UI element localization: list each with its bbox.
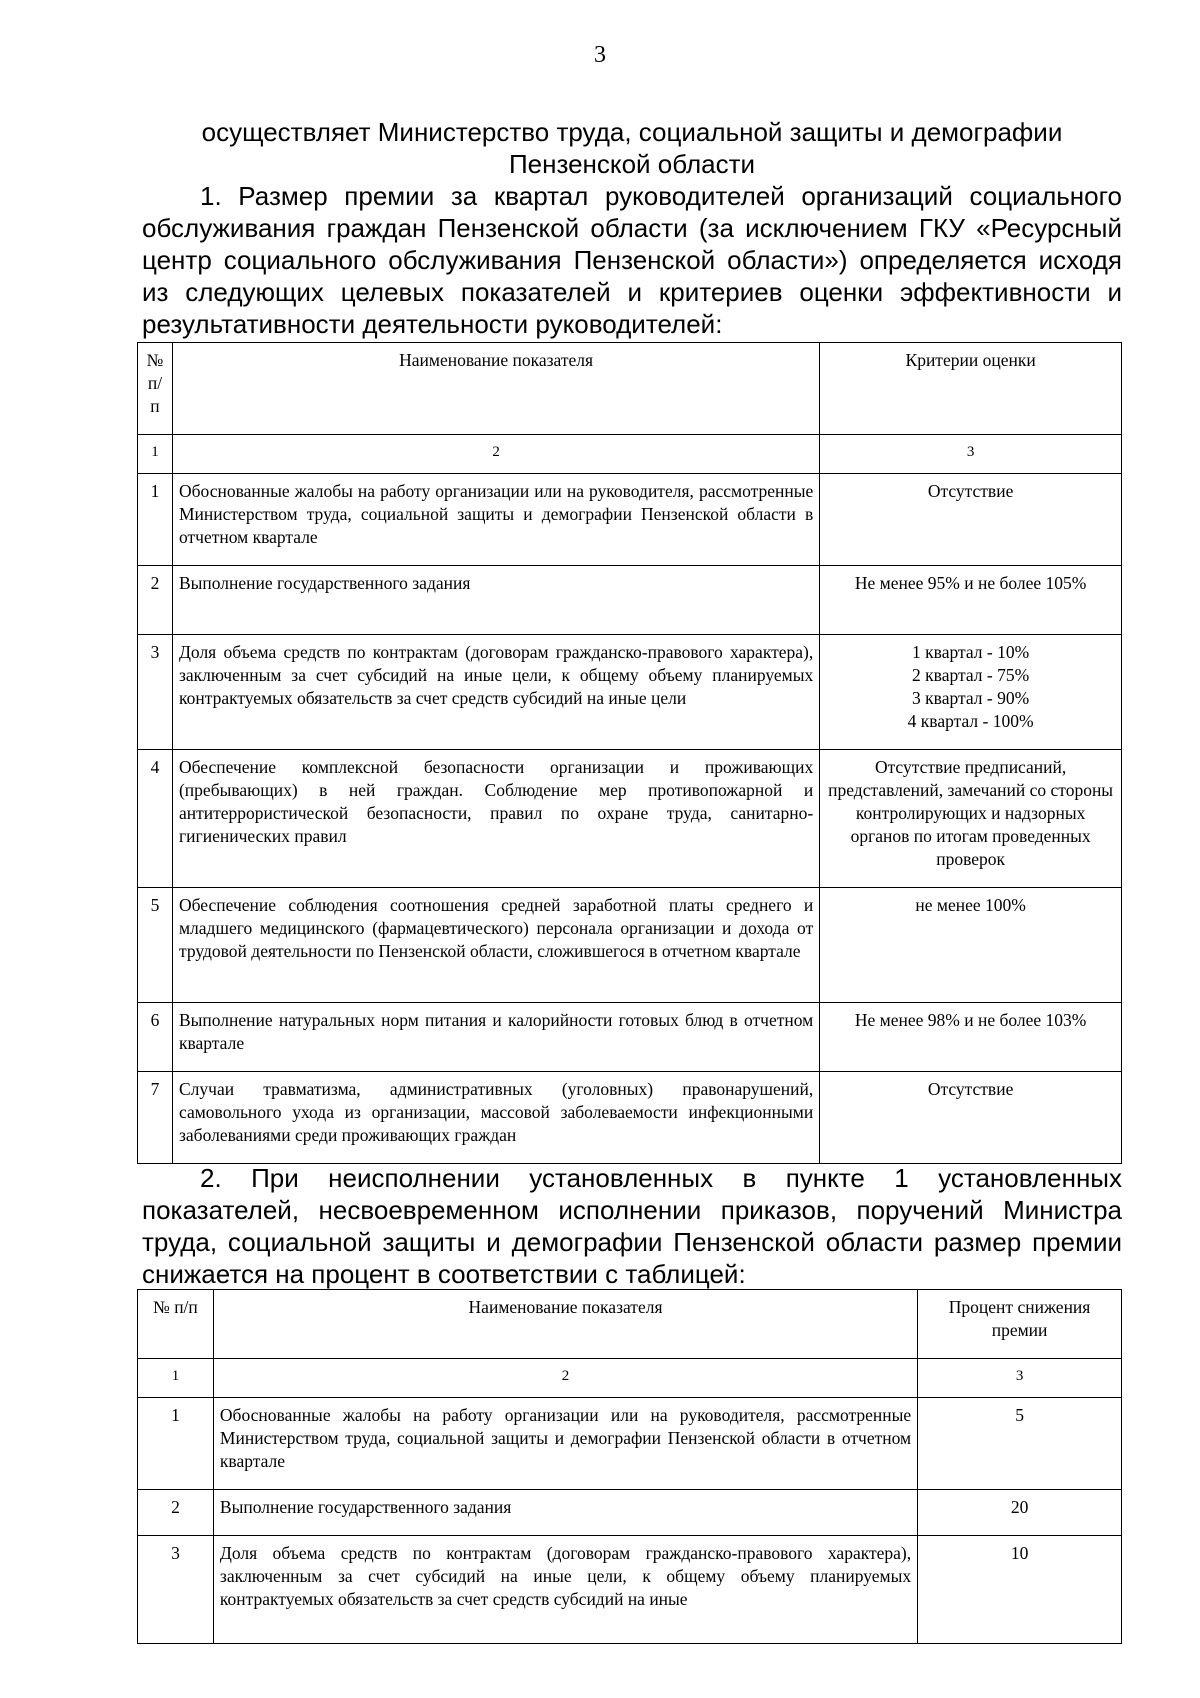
row-number: 4 [138, 750, 173, 888]
header-indicator: Наименование показателя [172, 343, 819, 435]
criteria-line: 1 квартал - 10% [912, 642, 1030, 662]
row-number: 6 [138, 1003, 173, 1072]
row-indicator: Обеспечение комплексной безопасности организации и проживающих (пребывающих) в ней граждан. Соблюдение мер противопожарной и антитеррористической безопасности, правил по охране труда, санитарно-гигиенических правил [172, 750, 819, 888]
criteria-line: 4 квартал - 100% [907, 711, 1034, 731]
table-row [138, 1398, 1122, 1490]
row-number: 1 [138, 474, 173, 566]
row-number: 5 [138, 888, 173, 1003]
row-number: 2 [138, 566, 173, 635]
num-col-2: 2 [213, 1359, 917, 1398]
row-criteria: Отсутствие [820, 474, 1122, 566]
criteria-line: 2 квартал - 75% [912, 665, 1030, 685]
paragraph-1: 1. Размер премии за квартал руководителей организаций социального обслуживания граждан Пензенской области (за исключением ГКУ «Ресурсный центр социального обслуживания Пензенской области») определяется исходя из следующих целевых показателей и критериев оценки эффективности и результативности деятельности руководителей: [142, 181, 1122, 339]
header-criteria: Критерии оценки [820, 343, 1122, 435]
row-criteria: Отсутствие предписаний, представлений, замечаний со стороны контролирующих и надзорных органов по итогам проведенных проверок [820, 750, 1122, 888]
table-row [138, 1536, 1122, 1644]
row-indicator: Доля объема средств по контрактам (договорам гражданско-правового характера), заключенным за счет субсидий на иные цели, к общему объему планируемых контрактуемых обязательств за счет средств субсидий на иные цели [172, 635, 819, 750]
row-number: 1 [138, 1398, 214, 1490]
row-percent: 10 [918, 1536, 1122, 1644]
row-criteria: Не менее 95% и не более 105% [820, 566, 1122, 635]
table-row [138, 635, 1122, 750]
paragraph-2: 2. При неисполнении установленных в пункте 1 установленных показателей, несвоевременном исполнении приказов, поручений Министра труда, социальной защиты и демографии Пензенской области размер премии снижается на процент в соответствии с таблицей: [142, 1163, 1122, 1289]
row-criteria: Не менее 98% и не более 103% [820, 1003, 1122, 1072]
reduction-table [137, 1289, 1122, 1644]
header-percent: Процент снижения премии [918, 1290, 1122, 1359]
row-indicator: Выполнение натуральных норм питания и калорийности готовых блюд в отчетном квартале [172, 1003, 819, 1072]
row-indicator: Выполнение государственного задания [213, 1490, 917, 1536]
num-col-3: 3 [918, 1359, 1122, 1398]
row-indicator: Обоснованные жалобы на работу организации или на руководителя, рассмотренные Министерством труда, социальной защиты и демографии Пензенской области в отчетном квартале [213, 1398, 917, 1490]
paragraph-2-block [142, 1162, 1122, 1290]
page-number: 3 [594, 42, 606, 68]
row-criteria [820, 635, 1122, 750]
header-number: № п/ п [138, 343, 173, 435]
heading-line-2: Пензенской области [508, 149, 756, 179]
table-row [138, 750, 1122, 888]
num-col-1: 1 [138, 1359, 214, 1398]
table-header-row [138, 343, 1122, 435]
table-numbering-row [138, 435, 1122, 474]
row-indicator: Доля объема средств по контрактам (договорам гражданско-правового характера), заключенным за счет субсидий на иные цели, к общему объему планируемых контрактуемых обязательств за счет средств субсидий на иные [213, 1536, 917, 1644]
paragraph-1-block [142, 180, 1122, 340]
table-row [138, 888, 1122, 1003]
row-indicator: Выполнение государственного задания [172, 566, 819, 635]
num-col-2: 2 [172, 435, 819, 474]
table-row [138, 474, 1122, 566]
table-row [138, 1003, 1122, 1072]
row-criteria: Отсутствие [820, 1072, 1122, 1164]
num-col-1: 1 [138, 435, 173, 474]
row-number: 7 [138, 1072, 173, 1164]
table-header-row [138, 1290, 1122, 1359]
row-number: 2 [138, 1490, 214, 1536]
row-indicator: Обоснованные жалобы на работу организации или на руководителя, рассмотренные Министерством труда, социальной защиты и демографии Пензенской области в отчетном квартале [172, 474, 819, 566]
criteria-table [137, 342, 1122, 1164]
row-indicator: Случаи травматизма, административных (уголовных) правонарушений, самовольного ухода из организации, массовой заболеваемости инфекционными заболеваниями среди проживающих граждан [172, 1072, 819, 1164]
row-criteria: не менее 100% [820, 888, 1122, 1003]
header-number: № п/п [138, 1290, 214, 1359]
criteria-line: 3 квартал - 90% [912, 688, 1030, 708]
row-indicator: Обеспечение соблюдения соотношения средней заработной платы среднего и младшего медицинского (фармацевтического) персонала организации и дохода от трудовой деятельности по Пензенской области, сложившегося в отчетном квартале [172, 888, 819, 1003]
row-number: 3 [138, 1536, 214, 1644]
header-indicator: Наименование показателя [213, 1290, 917, 1359]
row-percent: 20 [918, 1490, 1122, 1536]
table-row [138, 1072, 1122, 1164]
table-numbering-row [138, 1359, 1122, 1398]
row-number: 3 [138, 635, 173, 750]
row-percent: 5 [918, 1398, 1122, 1490]
table-row [138, 1490, 1122, 1536]
num-col-3: 3 [820, 435, 1122, 474]
heading [142, 116, 1122, 180]
table-row [138, 566, 1122, 635]
heading-line-1: осуществляет Министерство труда, социальной защиты и демографии [201, 117, 1063, 147]
